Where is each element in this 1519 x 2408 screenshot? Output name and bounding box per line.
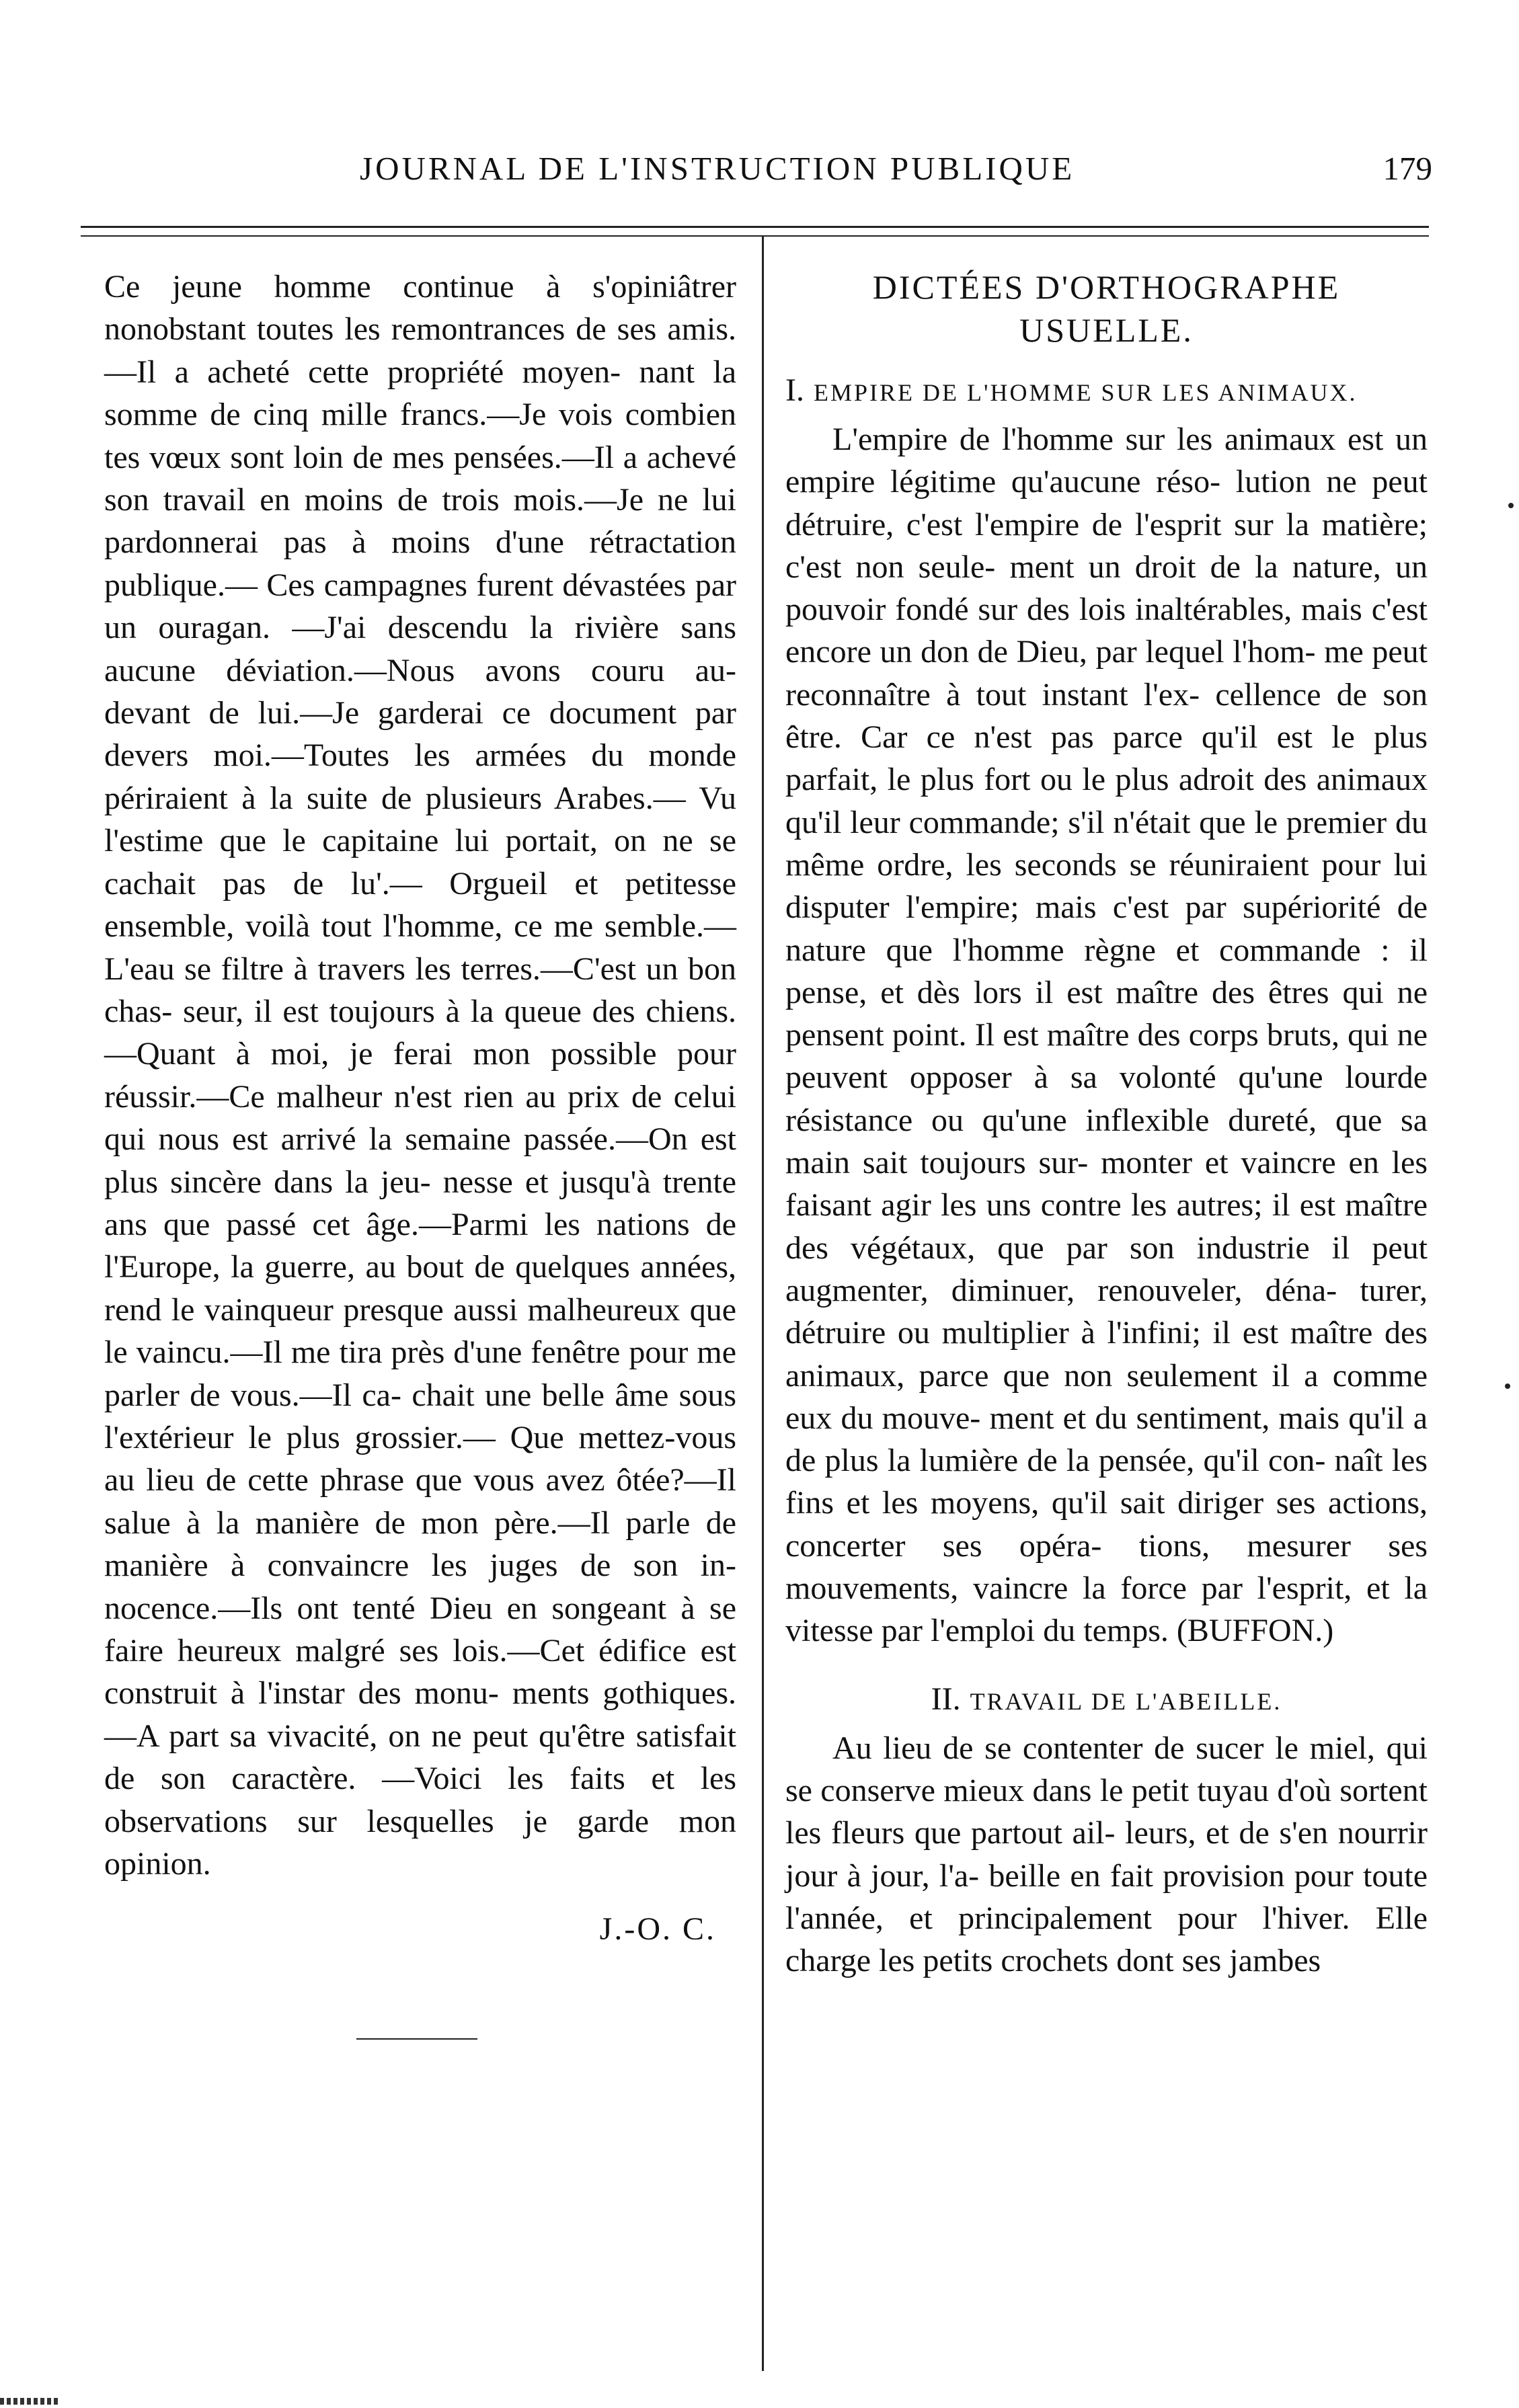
abeille-paragraph xyxy=(785,1727,1428,1982)
right-column xyxy=(785,266,1428,1982)
text-line: lesquelles je garde mon opinion. xyxy=(104,1803,736,1882)
text-line: chait une belle âme sous l'extérieur le plus xyxy=(104,1377,737,1455)
text-line: et principalement pour l'hiver. Elle xyxy=(909,1900,1428,1936)
text-line: ouragan. —J'ai descendu la rivière sans xyxy=(158,610,737,646)
text-line: l'esprit sur la matière; c'est non seule- xyxy=(785,506,1428,585)
left-column xyxy=(104,266,736,2040)
examples-paragraph xyxy=(104,266,736,1885)
text-line: à la manière de mon père.—Il parle de xyxy=(186,1504,736,1541)
text-line: L'empire de l'homme sur les animaux xyxy=(832,422,1336,457)
text-line: manière à convaincre les juges de son in- xyxy=(104,1548,736,1584)
text-line: diriger ses actions, concerter ses opéra- xyxy=(785,1485,1428,1564)
section-title-line-2: USUELLE. xyxy=(1019,311,1194,349)
text-line: tions, mesurer ses mouvements, vaincre xyxy=(785,1527,1428,1607)
text-line: portait, on ne se cachait pas de lu'.— xyxy=(104,823,737,901)
article-end-rule xyxy=(356,2038,477,2040)
text-line: lourde résistance ou qu'une inflexible xyxy=(785,1059,1428,1138)
text-line: cette phrase que vous avez ôtée?—Il salue xyxy=(104,1462,737,1541)
text-line: augmenter, diminuer, renouveler, déna- xyxy=(785,1272,1337,1308)
text-line: d'où sortent les fleurs que partout ail- xyxy=(785,1772,1428,1851)
text-line: charge les petits crochets dont ses jambes xyxy=(785,1943,1321,1979)
text-line: commande; s'il n'était que le premier du xyxy=(908,804,1428,840)
text-line: nesse et jusqu'à trente ans que passé cet xyxy=(104,1164,737,1242)
text-line: végétaux, que par son industrie il peut xyxy=(851,1230,1428,1266)
text-line: ne peut qu'être satisfait de son caractère. xyxy=(104,1718,736,1797)
author-signature: J.-O. C. xyxy=(599,1911,716,1948)
text-line: naît les fins et les moyens, qu'il sait xyxy=(785,1443,1428,1521)
text-line: lution ne peut détruire, c'est l'empire de xyxy=(785,464,1428,543)
text-line: nonobstant toutes les remontrances de ses xyxy=(104,311,657,348)
text-line: pensées.—Il a achevé son travail en moins xyxy=(104,439,737,518)
text-line: amis.—Il a acheté cette propriété moyen- xyxy=(104,311,737,390)
text-line: guerre, au bout de quelques années, rend xyxy=(104,1249,737,1328)
text-line: plus la lumière de la pensée, qu'il con- xyxy=(824,1443,1326,1479)
text-line: l'emploi du temps. (BUFFON.) xyxy=(930,1613,1334,1649)
text-line: me peut reconnaître à tout instant l'ex- xyxy=(785,634,1428,713)
running-title: JOURNAL DE L'INSTRUCTION PUBLIQUE xyxy=(360,150,1075,187)
text-line: de trois mois.—Je ne lui pardonnerai pas xyxy=(104,482,737,561)
empire-paragraph xyxy=(785,418,1428,1652)
margin-dot xyxy=(1508,503,1514,508)
text-line: passée.—On est plus sincère dans la jeu- xyxy=(104,1121,737,1200)
text-line: ment un droit de la nature, un pouvoir xyxy=(785,549,1428,628)
text-line: par devers moi.—Toutes les armées du xyxy=(104,695,737,774)
text-line: aucune déviation.—Nous avons couru au- xyxy=(104,652,736,688)
text-line: que le vaincu.—Il me tira près d'une xyxy=(104,1291,737,1371)
subsection-number-2: II. xyxy=(931,1681,961,1717)
text-line: le plus adroit des animaux qu'il leur xyxy=(785,762,1428,840)
text-line: point. Il est maître des corps bruts, qui xyxy=(892,1017,1389,1053)
text-line: seulement il a comme eux du mouve- xyxy=(785,1357,1428,1436)
header-rule-thick xyxy=(81,226,1429,228)
text-line: le vainqueur presque aussi malheureux xyxy=(171,1291,680,1328)
section-title-line-1: DICTÉES D'ORTHOGRAPHE xyxy=(872,268,1341,306)
subsection-heading-1 xyxy=(785,370,1428,413)
text-line: la force par l'esprit, et la vitesse par xyxy=(785,1570,1428,1649)
text-line: grossier.— Que mettez-vous au lieu de xyxy=(104,1419,737,1498)
text-line: monter et vaincre en les faisant agir les xyxy=(785,1145,1428,1223)
margin-dot xyxy=(1505,1383,1510,1389)
text-line: même ordre, les seconds se réuniraient xyxy=(785,846,1309,883)
text-line: ments gothiques.—A part sa vivacité, on xyxy=(104,1675,737,1754)
text-line: à moins d'une rétractation publique.— xyxy=(104,524,736,603)
page-header xyxy=(87,149,1432,203)
text-line: à se faire heureux malgré ses lois.—Cet xyxy=(104,1590,736,1669)
text-line: Ces campagnes furent dévastées par un xyxy=(104,567,737,646)
subsection-number-1: I. xyxy=(785,372,804,408)
text-line: par supériorité de nature que l'homme xyxy=(785,889,1428,968)
text-line: monde périraient à la suite de plusieurs xyxy=(104,737,737,816)
text-line: il est maître des êtres qui ne pensent xyxy=(785,974,1428,1053)
text-line: dureté, que sa main sait toujours sur- xyxy=(785,1102,1428,1181)
subsection-title-2: TRAVAIL DE L'ABEILLE. xyxy=(970,1687,1282,1715)
text-line: ment et du sentiment, mais qu'il a de xyxy=(785,1400,1428,1479)
text-line: règne et commande : il pense, et dès lors xyxy=(785,932,1428,1010)
text-line: encore un don de Dieu, par lequel l'hom- xyxy=(785,634,1316,670)
text-line: Arabes.— Vu l'estime que le capitaine lui xyxy=(104,780,736,859)
text-line: il est maître des animaux, parce que non xyxy=(785,1315,1428,1394)
text-line: l'homme, ce me semble.—L'eau se filtre xyxy=(104,908,737,987)
text-line: fondé sur des lois inaltérables, mais c'est xyxy=(895,592,1428,628)
text-line: vois combien tes vœux sont loin de mes xyxy=(104,397,736,475)
text-line: ne peuvent opposer à sa volonté qu'une xyxy=(785,1017,1428,1096)
text-line: qui se conserve mieux dans le petit tuyau xyxy=(785,1730,1428,1808)
text-line: Orgueil et petitesse ensemble, voilà tout xyxy=(104,865,736,945)
text-line: qu'il est le plus parfait, le plus fort ou xyxy=(785,719,1428,798)
text-line: nocence.—Ils ont tenté Dieu en songeant xyxy=(104,1590,666,1626)
text-line: est un empire légitime qu'aucune réso- xyxy=(785,422,1428,500)
page-edge-mark xyxy=(0,2398,61,2405)
subsection-title-1: EMPIRE DE L'HOMME SUR LES ANIMAUX. xyxy=(813,379,1358,406)
subsection-heading-2 xyxy=(785,1679,1428,1722)
text-line: leurs, et de s'en nourrir jour à jour, l'a- xyxy=(785,1815,1428,1894)
text-line: fenêtre pour me parler de vous.—Il ca- xyxy=(104,1334,737,1413)
column-divider xyxy=(762,237,764,2371)
text-line: édifice est construit à l'instar des monu- xyxy=(104,1633,737,1712)
text-line: de celui qui nous est arrivé la semaine xyxy=(104,1078,736,1158)
text-line: réussir.—Ce malheur n'est rien au prix xyxy=(104,1078,620,1115)
page-number: 179 xyxy=(1382,150,1432,187)
text-line: cellence de son être. Car ce n'est pas parce xyxy=(785,676,1428,756)
text-line: pour lui disputer l'empire; mais c'est xyxy=(785,846,1428,926)
text-line: —Voici les faits et les observations sur xyxy=(104,1761,737,1839)
text-line: nant la somme de cinq mille francs.—Je xyxy=(104,354,736,433)
text-line: turer, détruire ou multiplier à l'infini; xyxy=(785,1272,1428,1351)
text-line: beille en fait provision pour toute l'année, xyxy=(785,1857,1428,1936)
text-line: Au lieu de se contenter de sucer le miel, xyxy=(832,1730,1375,1766)
section-title xyxy=(785,266,1428,352)
text-line: devant de lui.—Je garderai ce document xyxy=(104,695,677,731)
text-line: seur, il est toujours à la queue des chiens. xyxy=(183,993,736,1029)
text-line: âge.—Parmi les nations de l'Europe, la xyxy=(104,1206,737,1285)
text-line: uns contre les autres; il est maître des xyxy=(785,1187,1428,1266)
text-line: à travers les terres.—C'est un bon chas- xyxy=(104,951,737,1029)
header-rule-thin xyxy=(81,235,1429,237)
text-line: —Quant à moi, je ferai mon possible pour xyxy=(104,1036,736,1072)
text-line: Ce jeune homme continue à s'opiniâtrer xyxy=(104,269,736,305)
